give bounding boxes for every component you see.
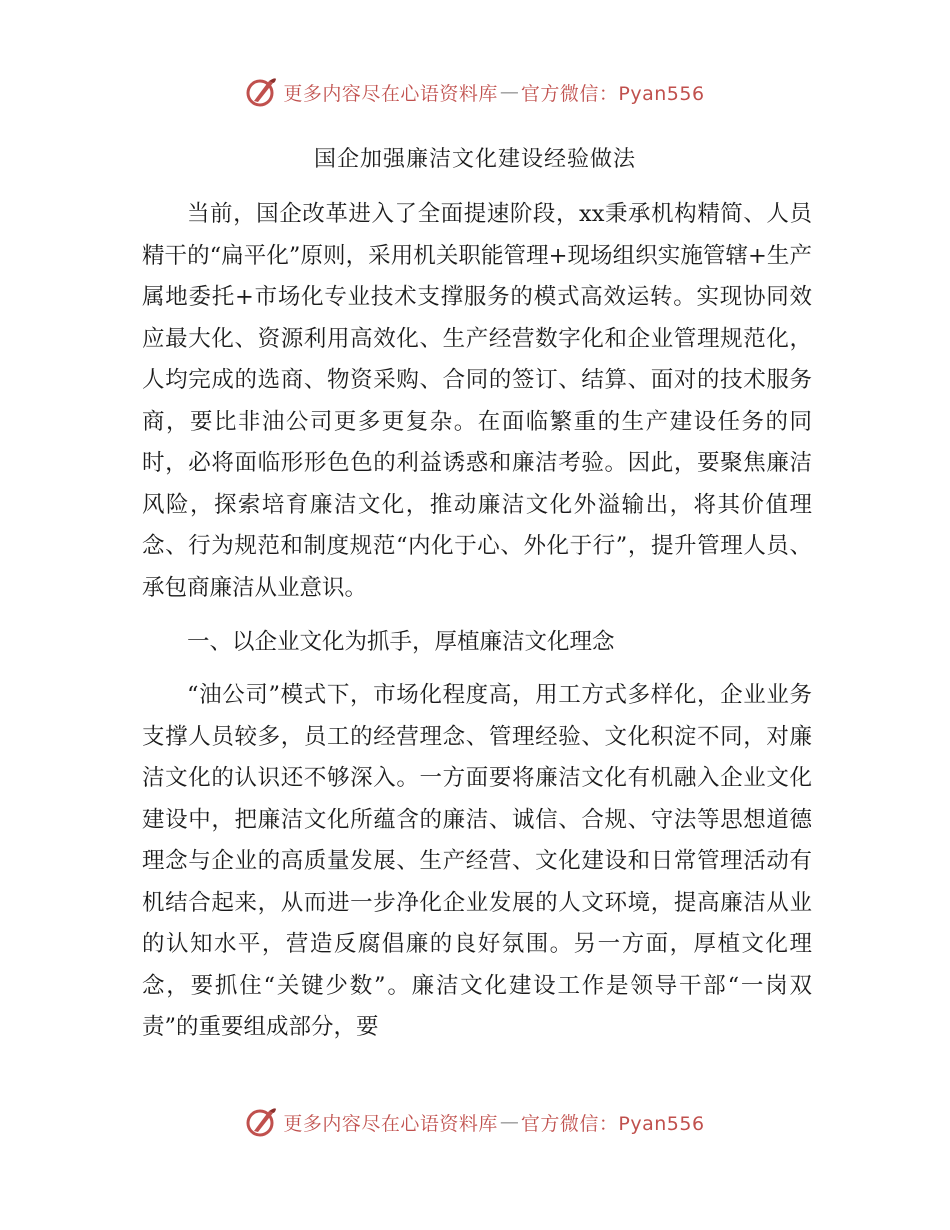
banner-separator: — bbox=[499, 1111, 519, 1133]
quill-logo-icon bbox=[245, 75, 279, 109]
banner-slogan: 更多内容尽在心语资料库 bbox=[283, 1112, 498, 1135]
document-title: 国企加强廉洁文化建设经验做法 bbox=[313, 147, 636, 172]
section-1-body bbox=[142, 675, 812, 1049]
footer-banner bbox=[0, 1102, 950, 1142]
intro-paragraph: 当前，国企改革进入了全面提速阶段，xx秉承机构精简、人员精干的“扁平化”原则，采用机关职能管理+现场组织实施管辖+生产属地委托+市场化专业技术支撑服务的模式高效运转。实现协同效应最大化、资源利用高效化、生产经营数字化和企业管理规范化，人均完成的选商、物资采购、合同的签订、结算、面对的技术服务商，要比非油公司更多更复杂。在面临繁重的生产建设任务的同时，必将面临形形色色的利益诱惑和廉洁考验。因此，要聚焦廉洁风险，探索培育廉洁文化，推动廉洁文化外溢输出，将其价值理念、行为规范和制度规范“内化于心、外化于行”，提升管理人员、承包商廉洁从业意识。 bbox=[142, 201, 812, 601]
intro-section bbox=[142, 194, 812, 609]
section-1-paragraph: “油公司”模式下，市场化程度高，用工方式多样化，企业业务支撑人员较多，员工的经营理念、管理经验、文化积淀不同，对廉洁文化的认识还不够深入。一方面要将廉洁文化有机融入企业文化建设中，把廉洁文化所蕴含的廉洁、诚信、合规、守法等思想道德理念与企业的高质量发展、生产经营、文化建设和日常管理活动有机结合起来，从而进一步净化企业发展的人文环境，提高廉洁从业的认知水平，营造反腐倡廉的良好氛围。另一方面，厚植文化理念，要抓住“关键少数”。廉洁文化建设工作是领导干部“一岗双责”的重要组成部分，要 bbox=[142, 682, 812, 1040]
section-heading-1: 一、以企业文化为抓手，厚植廉洁文化理念 bbox=[187, 629, 615, 655]
banner-contact: 官方微信：Pyan556 bbox=[520, 82, 705, 105]
banner-contact: 官方微信：Pyan556 bbox=[520, 1112, 705, 1135]
quill-logo-icon bbox=[245, 1105, 279, 1139]
header-banner bbox=[0, 72, 950, 112]
banner-separator: — bbox=[499, 81, 519, 103]
banner-slogan: 更多内容尽在心语资料库 bbox=[283, 82, 498, 105]
